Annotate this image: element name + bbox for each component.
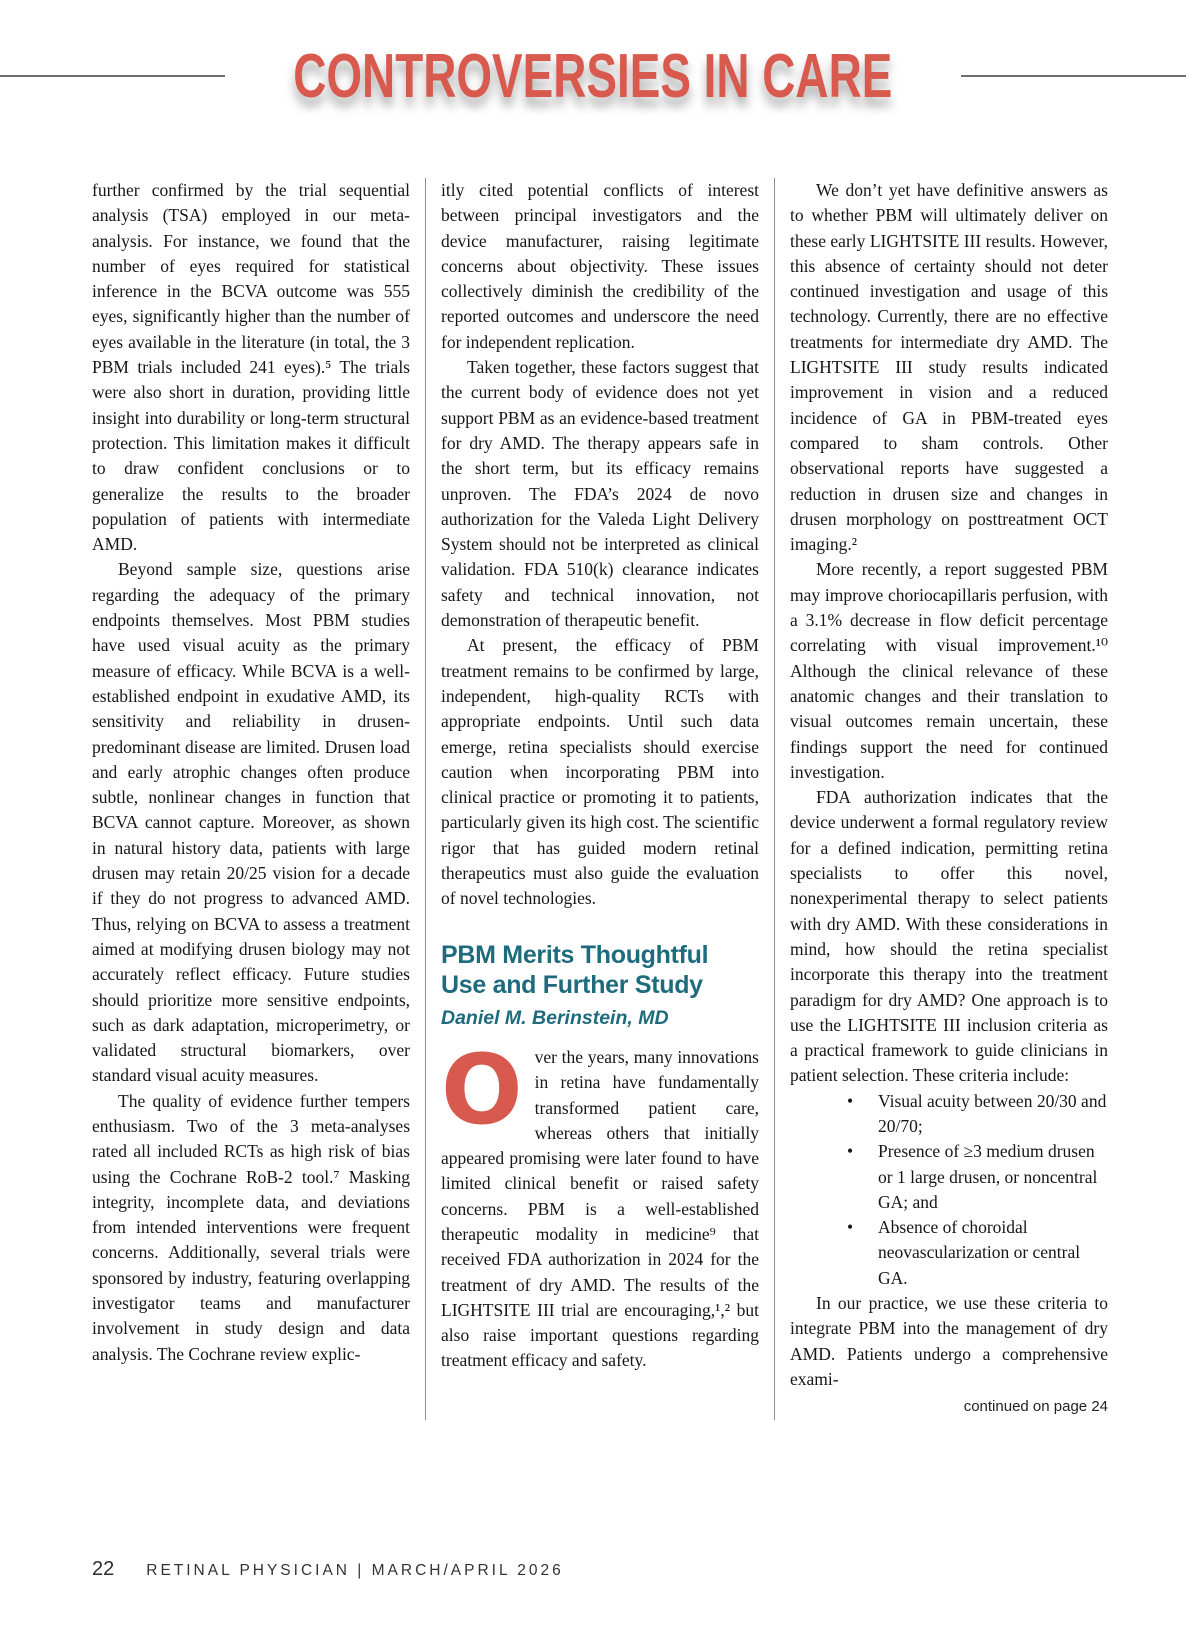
body-paragraph: Taken together, these factors suggest that the current body of evidence does not yet support PBM as an evidence-based treatment for dry AMD. The therapy appears safe in the short term, but its efficacy remains unproven. The FDA’s 2024 de novo authorization for the Valeda Light Delivery System should not be interpreted as clinical validation. FDA 510(k) clearance indicates safety and technical innovation, not demonstration of therapeutic benefit. <box>441 357 759 631</box>
body-paragraph: In our practice, we use these criteria to integrate PBM into the management of dry AMD. Patients undergo a comprehensive exami- <box>790 1293 1108 1389</box>
page-number: 22 <box>92 1558 115 1580</box>
body-paragraph: At present, the efficacy of PBM treatment remains to be confirmed by large, independent, high-quality RCTs with appropriate endpoints. Until such data emerge, retina specialists should exercise caution when incorporating PBM into clinical practice or promoting it to patients, particularly given its high cost. The scientific rigor that has guided modern retinal therapeutics must also guide the evaluation of novel technologies. <box>441 635 759 909</box>
body-paragraph: More recently, a report suggested PBM may improve choriocapillaris perfusion, with a 3.1% decrease in flow deficit percentage correlating with visual improvement.¹⁰ Although the clinical relevance of these anatomic changes and their translation to visual outcomes remain uncertain, these findings support the need for continued investigation. <box>790 559 1108 782</box>
body-paragraph: FDA authorization indicates that the device underwent a formal regulatory review for a defined indication, permitting retina specialists to offer this novel, nonexperimental therapy to select patients with dry AMD. With these considerations in mind, how should the retina specialist incorporate this therapy into the treatment paradigm for dry AMD? One approach is to use the LIGHTSITE III inclusion criteria as a practical framework to guide clinicians in patient selection. These criteria include: <box>790 787 1108 1086</box>
body-paragraph: itly cited potential conflicts of interest between principal investigators and the device manufacturer, raising legitimate concerns about objectivity. These issues collectively diminish the credibility of the reported outcomes and underscore the need for independent replication. <box>441 180 759 352</box>
bullet-item: • Absence of choroidal neovascularization or central GA. <box>847 1215 1108 1291</box>
drop-cap: O <box>441 1033 523 1146</box>
continued-note: continued on page 24 <box>963 1398 1108 1416</box>
section-heading: PBM Merits Thoughtful Use and Further Study <box>441 940 709 999</box>
body-paragraph: We don’t yet have definitive answers as to whether PBM will ultimately deliver on these early LIGHTSITE III results. However, this absence of certainty should not deter continued investigation and usage of this technology. Currently, there are no effective treatments for intermediate dry AMD. The LIGHTSITE III study results indicated improvement in vision and a reduced incidence of GA in PBM-treated eyes compared to sham controls. Other observational reports have suggested a reduction in drusen size and changes in drusen morphology on posttreatment OCT imaging.² <box>790 180 1108 555</box>
column-1 <box>92 178 410 1420</box>
column-divider <box>425 178 426 1420</box>
page-footer <box>92 1558 564 1581</box>
bullet-list <box>847 1089 1108 1291</box>
column-divider <box>774 178 775 1420</box>
page-title <box>243 41 943 112</box>
column-3 <box>790 178 1108 1420</box>
author-byline: Daniel M. Berinstein, MD <box>441 1006 669 1029</box>
bullet-item: • Presence of ≥3 medium drusen or 1 large drusen, or noncentral GA; and <box>847 1139 1108 1215</box>
page-title-text: CONTROVERSIES IN CARE <box>293 41 893 111</box>
bullet-item: • Visual acuity between 20/30 and 20/70; <box>847 1089 1108 1140</box>
body-paragraph: further confirmed by the trial sequential analysis (TSA) employed in our meta-analysis. For instance, we found that the number of eyes required for statistical inference in the BCVA outcome was 555 eyes, significantly higher than the number of eyes available in the literature (in total, the 3 PBM trials included 241 eyes).⁵ The trials were also short in duration, providing little insight into durability or long-term structural protection. This limitation makes it difficult to draw confident conclusions or to generalize the results to the broader population of patients with intermediate AMD. <box>92 180 410 555</box>
body-paragraph: The quality of evidence further tempers enthusiasm. Two of the 3 meta-analyses rated all included RCTs as high risk of bias using the Cochrane RoB-2 tool.⁷ Masking integrity, incomplete data, and deviations from intended interventions were frequent concerns. Additionally, several trials were sponsored by industry, featuring overlapping investigator teams and manufacturer involvement in study design and data analysis. The Cochrane review explic- <box>92 1090 410 1364</box>
publication-name: RETINAL PHYSICIAN | MARCH/APRIL 2026 <box>146 1562 564 1579</box>
body-paragraph-with-dropcap <box>441 1033 759 1374</box>
header-rule-left <box>0 75 225 77</box>
column-2 <box>441 178 759 1420</box>
article-body <box>0 178 1200 1420</box>
body-paragraph: ver the years, many innovations in retina have fundamentally transformed patient care, whereas others that initially appeared promising were later found to have limited clinical benefit or raised safety concerns. PBM is a well-established therapeutic modality in medicine⁹ that received FDA authorization in 2024 for the treatment of dry AMD. The results of the LIGHTSITE III trial are encouraging,¹,² but also raise important questions regarding treatment efficacy and safety. <box>441 1046 759 1371</box>
body-paragraph: Beyond sample size, questions arise regarding the adequacy of the primary endpoints themselves. Most PBM studies have used visual acuity as the primary measure of efficacy. While BCVA is a well-established endpoint in exudative AMD, its sensitivity and reliability in drusen-predominant disease are limited. Drusen load and early atrophic changes often produce subtle, nonlinear changes in function that BCVA cannot capture. Moreover, as shown in natural history data, patients with large drusen may retain 20/25 vision for a decade if they do not progress to advanced AMD. Thus, relying on BCVA to assess a treatment aimed at modifying drusen biology may not accurately reflect efficacy. Future studies should prioritize more sensitive endpoints, such as dark adaptation, microperimetry, or validated structural biomarkers, over standard visual acuity measures. <box>92 559 410 1086</box>
masthead <box>0 41 1200 111</box>
header-rule-right <box>961 75 1186 77</box>
